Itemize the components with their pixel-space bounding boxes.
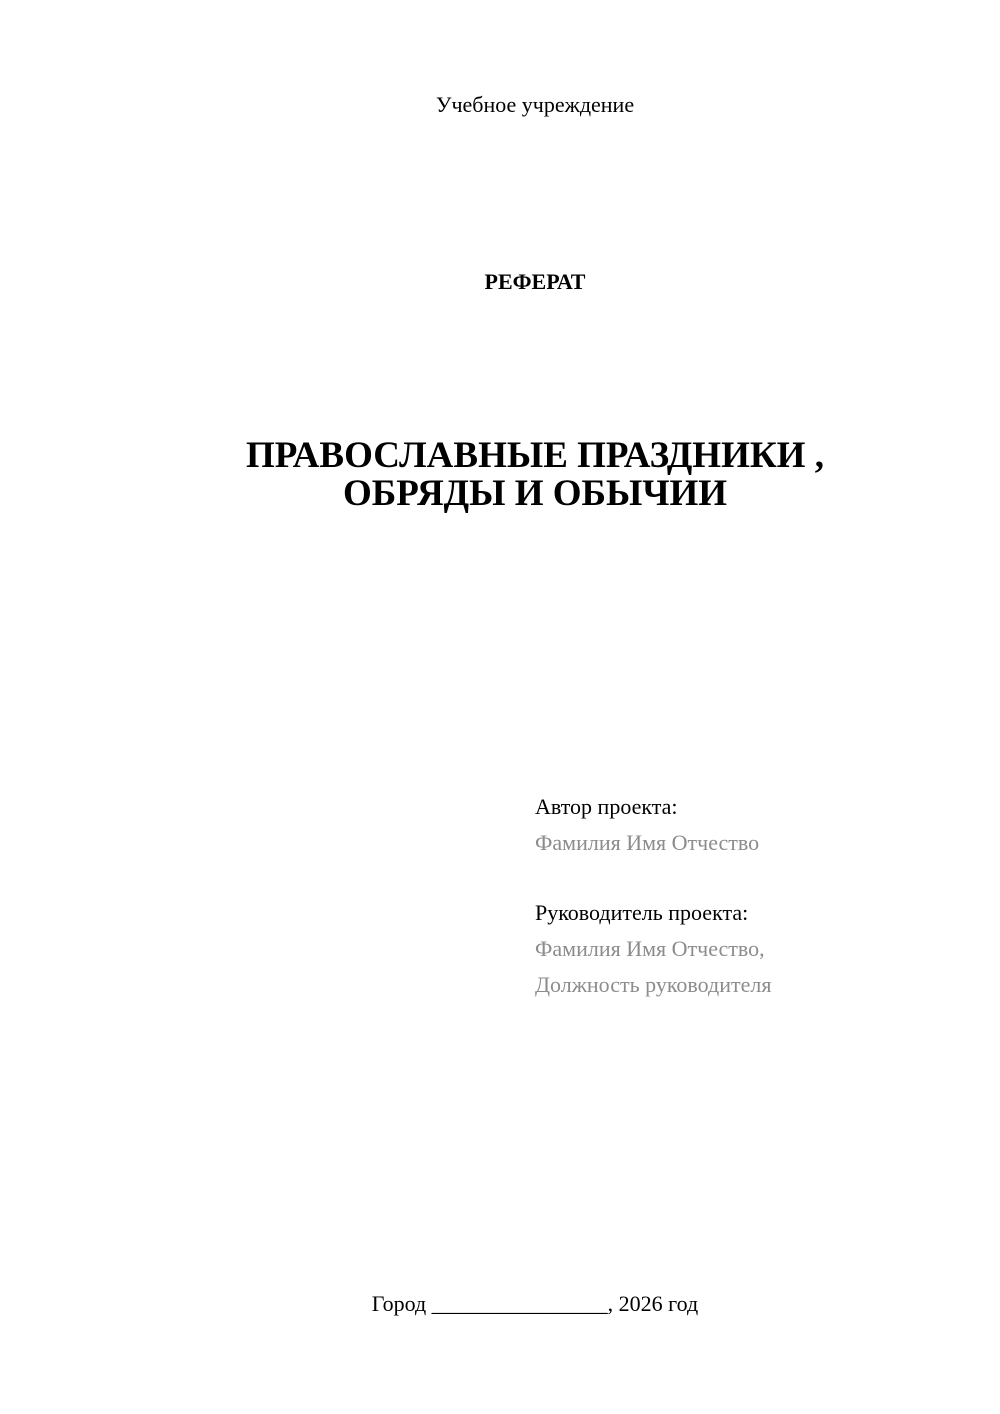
project-info (535, 789, 771, 1003)
spacer (535, 861, 771, 895)
document-title-line-2: ОБРЯДЫ И ОБЫЧИИ (342, 473, 728, 514)
document-type: РЕФЕРАТ (484, 269, 586, 294)
document-title-line-1: ПРАВОСЛАВНЫЕ ПРАЗДНИКИ , (246, 435, 824, 476)
author-label: Автор проекта: (535, 794, 678, 819)
supervisor-name: Фамилия Имя Отчество, (535, 936, 765, 961)
city-year-line: Город ________________, 2026 год (371, 1291, 699, 1316)
document-title (0, 437, 1000, 513)
institution-name: Учебное учреждение (435, 92, 635, 117)
supervisor-position: Должность руководителя (535, 972, 772, 997)
supervisor-label: Руководитель проекта: (535, 900, 749, 925)
author-name: Фамилия Имя Отчество (535, 830, 760, 855)
